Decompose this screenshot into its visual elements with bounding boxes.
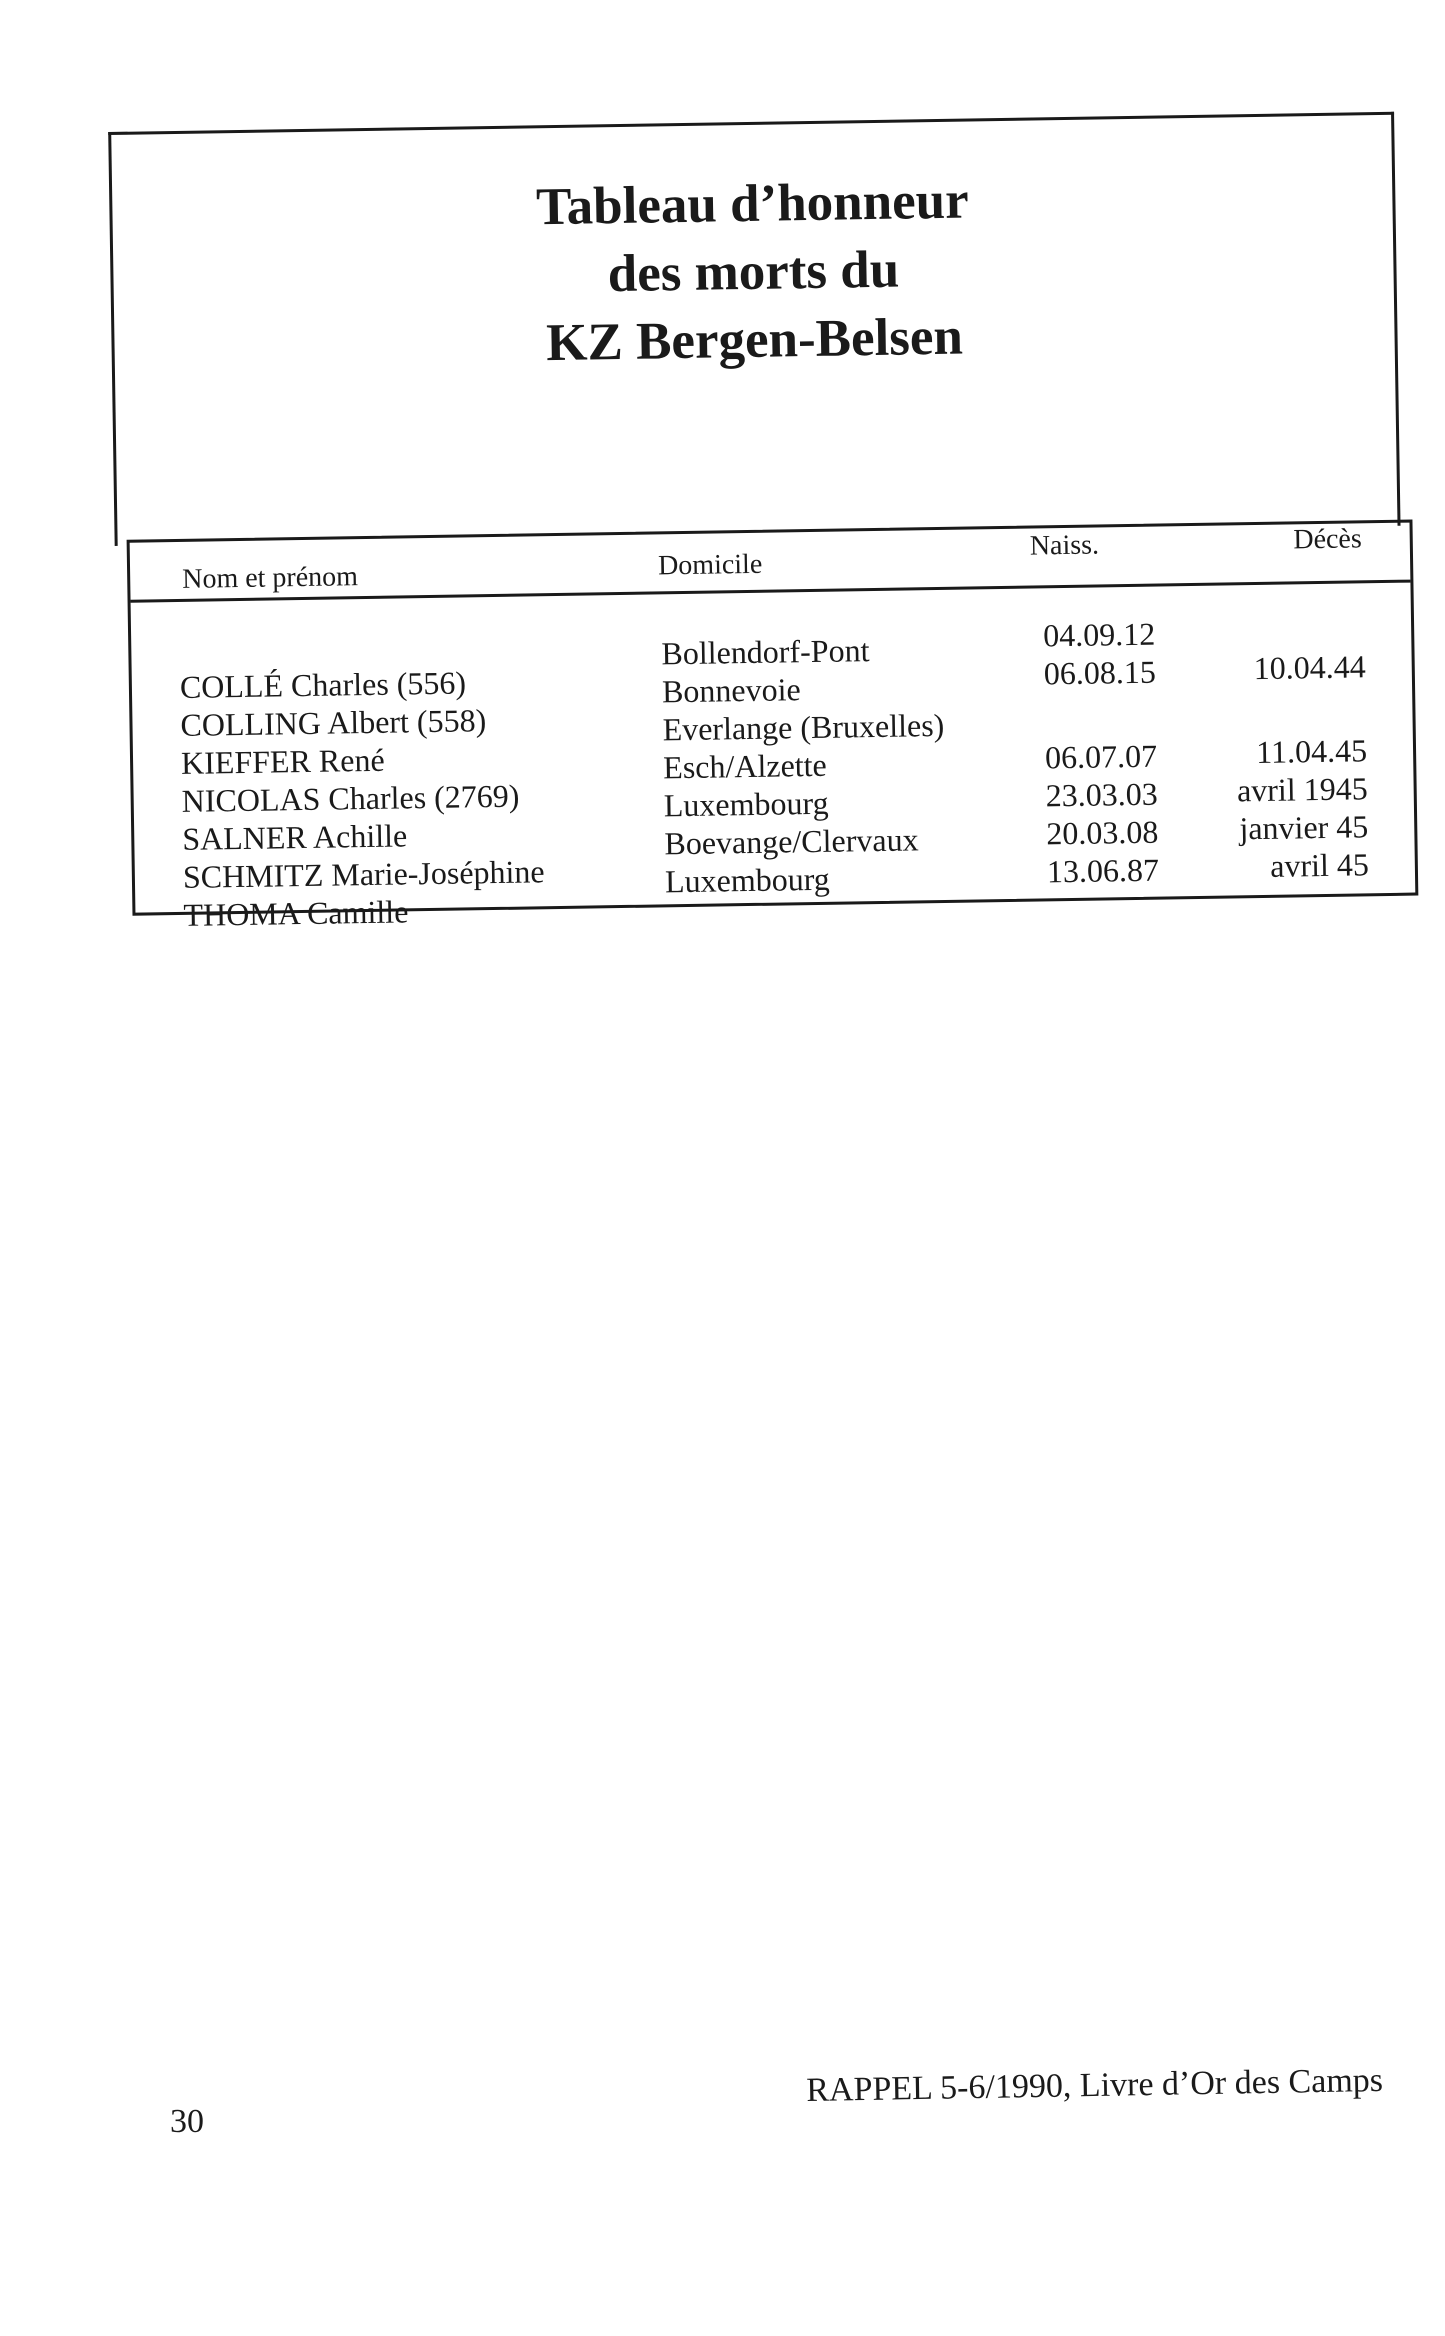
cell-domicile: Bollendorf-Pont [661,632,870,672]
column-header-name: Nom et prénom [181,561,359,595]
cell-birth: 13.06.87 [1046,851,1160,890]
column-header-birth: Naiss. [1029,529,1100,562]
cell-domicile: Esch/Alzette [662,746,827,786]
cell-birth: 04.09.12 [1042,615,1156,654]
cell-domicile: Everlange (Bruxelles) [662,706,945,748]
page-number: 30 [170,2103,204,2140]
cell-name: THOMA Camille [183,893,409,933]
cell-name: COLLÉ Charles (556) [179,664,467,705]
column-header-death: Décès [1293,523,1362,556]
cell-death: 10.04.44 [1253,648,1367,687]
title-line: des morts du [607,240,900,304]
title-line: KZ Bergen-Belsen [545,307,964,373]
cell-death: janvier 45 [1239,808,1369,847]
cell-birth: 20.03.08 [1046,813,1159,852]
cell-domicile: Luxembourg [663,784,829,824]
cell-name: COLLING Albert (558) [180,702,487,743]
page-title [109,160,1398,384]
table-body [131,615,1411,933]
column-header-domicile: Domicile [657,548,763,582]
cell-death: avril 45 [1269,846,1370,884]
cell-birth: 06.08.15 [1043,653,1157,692]
cell-name: SCHMITZ Marie-Joséphine [182,853,545,895]
publication-reference: RAPPEL 5-6/1990, Livre d’Or des Camps [806,2061,1384,2109]
cell-domicile: Bonnevoie [661,671,801,710]
cell-name: KIEFFER René [180,741,385,781]
victims-table [127,520,1419,933]
cell-birth: 06.07.07 [1044,737,1158,776]
cell-birth: 23.03.03 [1045,775,1158,814]
honor-roll-box [108,100,1410,933]
cell-name: SALNER Achille [182,817,408,857]
cell-name: NICOLAS Charles (2769) [181,777,520,819]
title-line: Tableau d’honneur [535,171,970,237]
cell-death: 11.04.45 [1255,732,1368,771]
cell-domicile: Luxembourg [664,860,831,900]
cell-domicile: Boevange/Clervaux [664,821,919,862]
cell-death: avril 1945 [1236,770,1368,809]
